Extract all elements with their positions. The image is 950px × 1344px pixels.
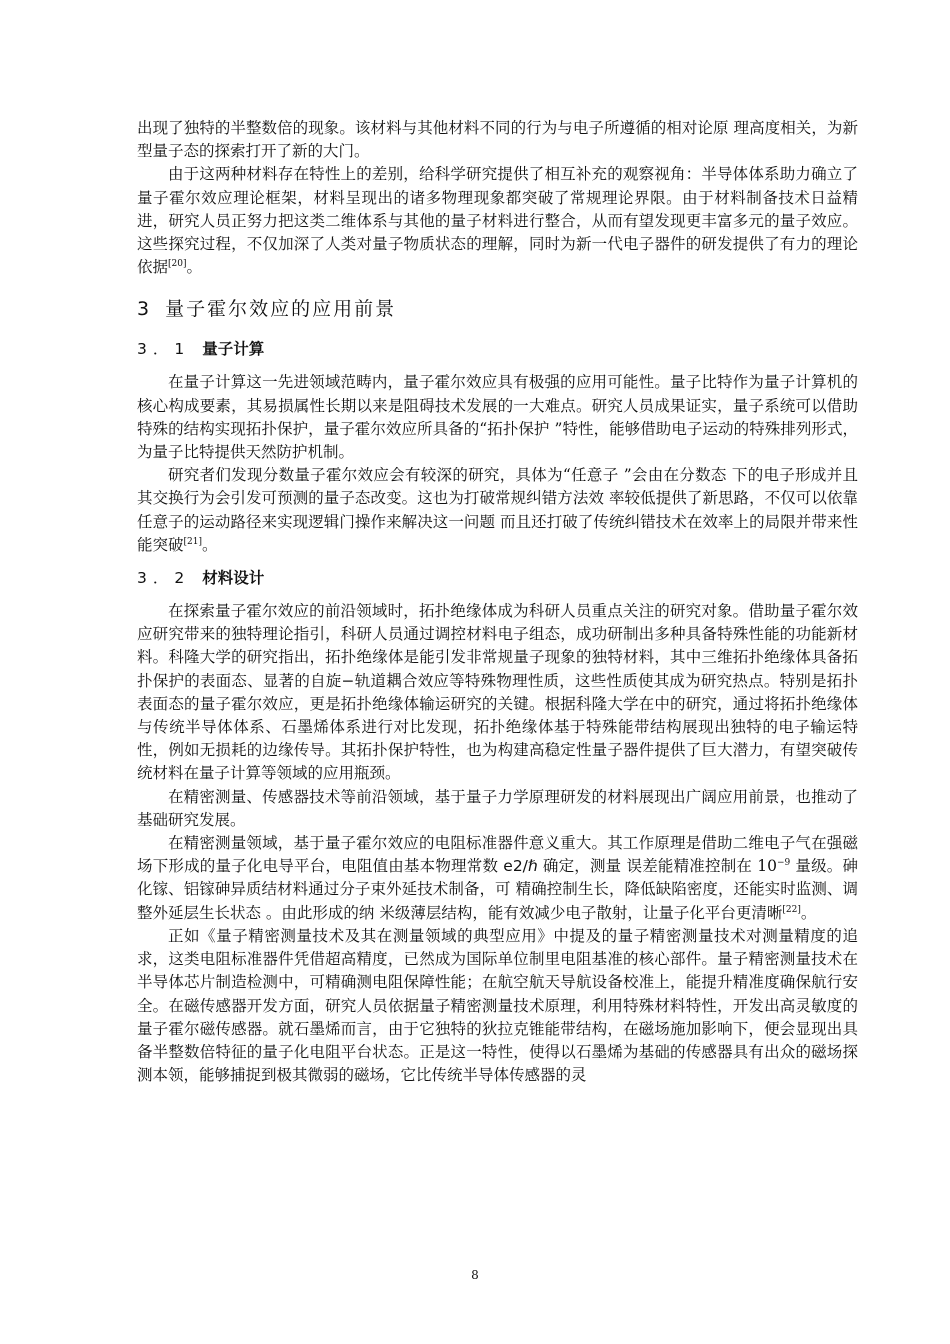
paragraph-2: 由于这两种材料存在特性上的差别，给科学研究提供了相互补充的观察视角：半导体体系助力确立了量子霍尔效应理论框架，材料呈现出的诸多物理现象都突破了常规理论界限。由于材料制备技术日益精进，研究人员正努力把这类二维体系与其他的量子材料进行整合，从而有望发现更丰富多元的量子效应。这些探究过程，不仅加深了人类对量子物质状态的理解，同时为新一代电子器件的研发提供了有力的理论依据[20]。 [137, 165, 858, 277]
section-3-2-heading [137, 567, 858, 590]
section-3-1-number: 3．1 [137, 340, 191, 359]
citation-21: [21] [183, 536, 202, 547]
section-3-heading [137, 296, 858, 322]
math-constant: e2/ℏ [503, 857, 538, 876]
exponent: −9 [776, 858, 791, 869]
section-3-2-number: 3．2 [137, 569, 191, 588]
paragraph-6: 在精密测量、传感器技术等前沿领域，基于量子力学原理研发的材料展现出广阔应用前景，也推动了基础研究发展。 [137, 787, 858, 829]
section-3-2-title: 材料设计 [202, 569, 265, 588]
paragraph-8: 正如《量子精密测量技术及其在测量领域的典型应用》中提及的量子精密测量技术对测量精度的追求，这类电阻标准器件凭借超高精度，已然成为国际单位制里电阻基准的核心部件。量子精密测量技术在半导体芯片制造检测中，可精确测电阻保障性能；在航空航天导航设备校准上，能提升精准度确保航行安全。在磁传感器开发方面，研究人员依据量子精密测量技术原理，利用特殊材料特性，开发出高灵敏度的量子霍尔磁传感器。就石墨烯而言，由于它独特的狄拉克锥能带结构，在磁场施加影响下，便会显现出具备半整数倍特征的量子化电阻平台状态。正是这一特性，使得以石墨烯为基础的传感器具有出众的磁场探测本领，能够捕捉到极其微弱的磁场，它比传统半导体传感器的灵 [137, 926, 858, 1085]
paragraph-4: 研究者们发现分数量子霍尔效应会有较深的研究，具体为“任意子 ”会由在分数态 下的电子形成并且其交换行为会引发可预测的量子态改变。这也为打破常规纠错方法效 率较低提供了新思路，不仅可以依靠任意子的运动路径来实现逻辑门操作来解决这一问题 而且还打破了传统纠错技术在效率上的局限并带来性能突破[21]。 [137, 466, 858, 554]
paragraph-3: 在量子计算这一先进领域范畴内，量子霍尔效应具有极强的应用可能性。量子比特作为量子计算机的核心构成要素，其易损属性长期以来是阻碍技术发展的一大难点。研究人员成果证实，量子系统可以借助特殊的结构实现拓扑保护，量子霍尔效应所具备的“拓扑保护 ”特性，能够借助电子运动的特殊排列形式，为量子比特提供天然防护机制。 [137, 373, 858, 462]
page-number: 8 [471, 1268, 479, 1282]
paragraph-7: 在精密测量领域，基于量子霍尔效应的电阻标准器件意义重大。其工作原理是借助二维电子气在强磁场下形成的量子化电导平台，电阻值由基本物理常数 e2/ℏ 确定，测量 误差能精准控制在 $10^{-9}$ 量级。砷化镓、铝镓砷异质结材料通过分子束外延技术制备，可 精确控制生长，降低缺陷密度，还能实时监测、调整外延层生长状态 。由此形成的纳 米级薄层结构，能有效减少电子散射，让量子化平台更清晰[22]。 [137, 834, 858, 922]
section-3-number: 3 [137, 298, 152, 321]
paragraph-5: 在探索量子霍尔效应的前沿领域时，拓扑绝缘体成为科研人员重点关注的研究对象。借助量子霍尔效应研究带来的独特理论指引，科研人员通过调控材料电子组态，成功研制出多种具备特殊性能的功能新材料。科隆大学的研究指出，拓扑绝缘体是能引发非常规量子现象的独特材料，其中三维拓扑绝缘体具备拓扑保护的表面态、显著的自旋−轨道耦合效应等特殊物理性质，这些性质使其成为研究热点。特别是拓扑表面态的量子霍尔效应，更是拓扑绝缘体输运研究的关键。根据科隆大学在中的研究，通过将拓扑绝缘体与传统半导体体系、石墨烯体系进行对比发现，拓扑绝缘体基于特殊能带结构展现出独特的电子输运特性，例如无损耗的边缘传导。其拓扑保护特性，也为构建高稳定性量子器件提供了巨大潜力，有望突破传统材料在量子计算等领域的应用瓶颈。 [137, 602, 858, 783]
section-3-title: 量子霍尔效应的应用前景 [165, 298, 397, 321]
section-3-1-title: 量子计算 [202, 340, 265, 359]
citation-20: [20] [168, 259, 187, 270]
paragraph-1: 出现了独特的半整数倍的现象。该材料与其他材料不同的行为与电子所遵循的相对论原 理高度相关，为新型量子态的探索打开了新的大门。 [137, 119, 858, 161]
section-3-1-heading [137, 338, 858, 361]
document-page [137, 117, 858, 1087]
citation-22: [22] [782, 904, 801, 915]
